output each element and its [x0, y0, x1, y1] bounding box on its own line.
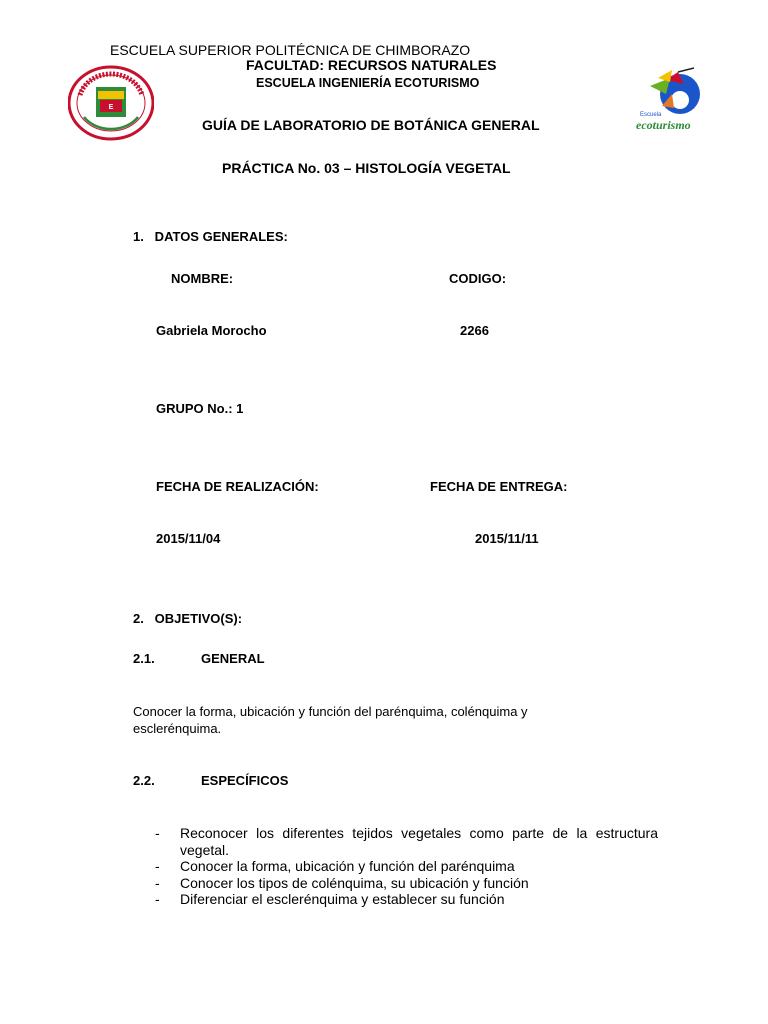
fecha-entrega-value: 2015/11/11: [475, 531, 539, 546]
list-item: - Diferenciar el esclerénquima y establecer su función: [155, 891, 505, 907]
espoch-seal-logo: [68, 65, 154, 141]
document-title: GUÍA DE LABORATORIO DE BOTÁNICA GENERAL: [202, 117, 540, 133]
general-number: 2.1.: [133, 651, 155, 666]
section1-heading: 1. DATOS GENERALES:: [133, 229, 288, 244]
list-item: - Reconocer los diferentes tejidos vegetales como parte de la estructura vegetal.: [155, 825, 658, 858]
nombre-value: Gabriela Morocho: [156, 323, 267, 338]
faculty-name: FACULTAD: RECURSOS NATURALES: [246, 57, 497, 73]
school-department: ESCUELA INGENIERÍA ECOTURISMO: [256, 76, 480, 90]
general-objective-text: Conocer la forma, ubicación y función del parénquima, colénquima y esclerénquima.: [133, 704, 528, 736]
svg-text:E: E: [108, 104, 114, 111]
specific-objectives-list: [155, 825, 658, 908]
ecoturismo-logo: [636, 66, 716, 136]
grupo-field: GRUPO No.: 1: [156, 401, 244, 416]
list-item: - Conocer la forma, ubicación y función del parénquima: [155, 858, 515, 874]
general-label: GENERAL: [201, 651, 265, 666]
hummingbird-icon: [636, 66, 716, 118]
fecha-realizacion-label: FECHA DE REALIZACIÓN:: [156, 479, 319, 494]
logo-escuela-text: Escuela: [640, 112, 662, 118]
logo-ecoturismo-text: ecoturismo: [636, 118, 691, 132]
especificos-number: 2.2.: [133, 773, 155, 788]
list-item: - Conocer los tipos de colénquima, su ubicación y función: [155, 874, 529, 891]
school-name: ESCUELA SUPERIOR POLITÉCNICA DE CHIMBORAZO: [110, 42, 471, 58]
codigo-value: 2266: [460, 323, 489, 338]
fecha-realizacion-value: 2015/11/04: [156, 531, 221, 546]
section2-heading: 2. OBJETIVO(S):: [133, 611, 243, 626]
nombre-label: NOMBRE:: [171, 271, 234, 286]
codigo-label: CODIGO:: [449, 271, 507, 286]
practice-title: PRÁCTICA No. 03 – HISTOLOGÍA VEGETAL: [222, 160, 511, 176]
especificos-label: ESPECÍFICOS: [201, 773, 289, 788]
fecha-entrega-label: FECHA DE ENTREGA:: [430, 479, 568, 494]
